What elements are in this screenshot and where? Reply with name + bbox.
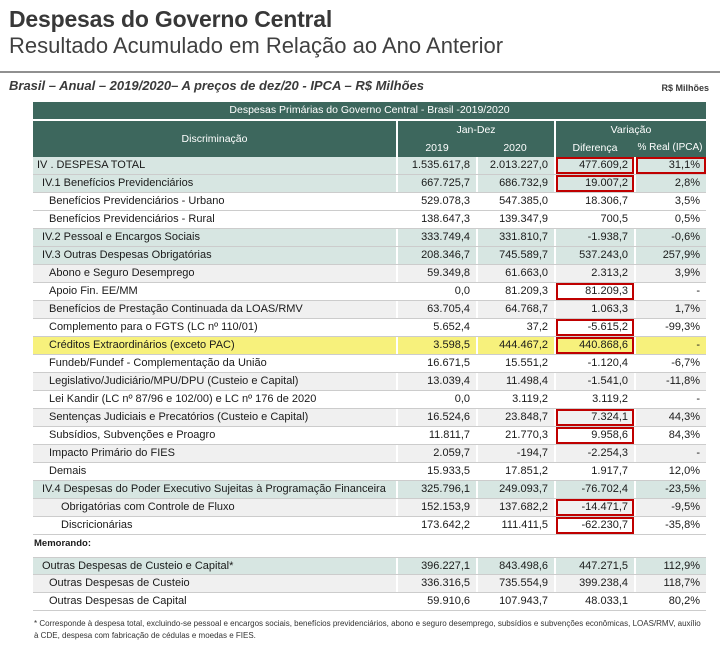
value-pct-real: 112,9% bbox=[634, 558, 706, 574]
value-pct-real: 2,8% bbox=[634, 175, 706, 192]
column-header-2019: 2019 bbox=[396, 139, 476, 157]
value-pct-real: -11,8% bbox=[634, 373, 706, 390]
value-difference: -76.702,4 bbox=[554, 481, 634, 498]
value-2019: 325.796,1 bbox=[396, 481, 476, 498]
table-row bbox=[33, 319, 706, 337]
row-label: Outras Despesas de Custeio bbox=[49, 577, 190, 590]
value-2020: 17.851,2 bbox=[476, 463, 554, 480]
value-2019: 333.749,4 bbox=[396, 229, 476, 246]
value-pct-real: 84,3% bbox=[634, 427, 706, 444]
table-row bbox=[33, 391, 706, 409]
value-pct-real: 3,5% bbox=[634, 193, 706, 210]
table-row bbox=[33, 593, 706, 611]
table-row bbox=[33, 445, 706, 463]
value-2019: 138.647,3 bbox=[396, 211, 476, 228]
value-difference: 700,5 bbox=[554, 211, 634, 228]
value-2019: 208.346,7 bbox=[396, 247, 476, 264]
value-2019: 0,0 bbox=[396, 283, 476, 300]
row-label: Impacto Primário do FIES bbox=[49, 447, 175, 460]
value-2020: 139.347,9 bbox=[476, 211, 554, 228]
column-header-difference: Diferença bbox=[554, 139, 634, 157]
value-pct-real: 3,9% bbox=[634, 265, 706, 282]
table-row bbox=[33, 575, 706, 593]
value-2019: 59.910,6 bbox=[396, 593, 476, 610]
memo-section-label: Memorando: bbox=[34, 537, 91, 549]
value-2020: 249.093,7 bbox=[476, 481, 554, 498]
value-2019: 59.349,8 bbox=[396, 265, 476, 282]
value-difference: 7.324,1 bbox=[554, 409, 634, 426]
value-pct-real: 1,7% bbox=[634, 301, 706, 318]
value-2020: 37,2 bbox=[476, 319, 554, 336]
page-subtitle: Resultado Acumulado em Relação ao Ano Anterior bbox=[9, 33, 504, 59]
row-label: Benefícios Previdenciários - Rural bbox=[49, 213, 215, 226]
value-difference: 399.238,4 bbox=[554, 575, 634, 592]
column-header-2020: 2020 bbox=[503, 141, 527, 154]
table-row bbox=[33, 283, 706, 301]
value-pct-real: - bbox=[634, 445, 706, 462]
value-2019: 336.316,5 bbox=[396, 575, 476, 592]
value-2020: 61.663,0 bbox=[476, 265, 554, 282]
row-label: Outras Despesas de Custeio e Capital* bbox=[42, 559, 234, 572]
value-2019: 63.705,4 bbox=[396, 301, 476, 318]
value-2020: 735.554,9 bbox=[476, 575, 554, 592]
value-pct-real: -99,3% bbox=[634, 319, 706, 336]
value-2019: 667.725,7 bbox=[396, 175, 476, 192]
value-2019: 2.059,7 bbox=[396, 445, 476, 462]
value-pct-real: - bbox=[634, 391, 706, 408]
row-label: Apoio Fin. EE/MM bbox=[49, 285, 138, 298]
value-pct-real: 80,2% bbox=[634, 593, 706, 610]
value-pct-real: 118,7% bbox=[634, 575, 706, 592]
row-label: Benefícios Previdenciários - Urbano bbox=[49, 195, 225, 208]
row-label: Benefícios de Prestação Continuada da LOAS/RMV bbox=[49, 303, 303, 316]
row-label: Sentenças Judiciais e Precatórios (Custeio e Capital) bbox=[49, 411, 309, 424]
value-difference: -62.230,7 bbox=[554, 517, 634, 534]
table-row bbox=[33, 517, 706, 535]
column-group-jan-dez: Jan-Dez bbox=[396, 121, 554, 139]
row-label: IV.3 Outras Despesas Obrigatórias bbox=[42, 249, 212, 262]
value-difference: -1.938,7 bbox=[554, 229, 634, 246]
row-label: Subsídios, Subvenções e Proagro bbox=[49, 429, 216, 442]
value-2019: 3.598,5 bbox=[396, 337, 476, 354]
column-group-variation: Variação bbox=[554, 121, 706, 139]
value-pct-real: 257,9% bbox=[634, 247, 706, 264]
value-2020: 331.810,7 bbox=[476, 229, 554, 246]
value-2020: 843.498,6 bbox=[476, 558, 554, 574]
column-header-discrimination: Discriminação bbox=[181, 132, 248, 145]
value-pct-real: -23,5% bbox=[634, 481, 706, 498]
value-2020: 15.551,2 bbox=[476, 355, 554, 372]
table-row bbox=[33, 301, 706, 319]
value-2020: 11.498,4 bbox=[476, 373, 554, 390]
value-pct-real: -6,7% bbox=[634, 355, 706, 372]
row-label: Outras Despesas de Capital bbox=[49, 595, 187, 608]
value-2020: 3.119,2 bbox=[476, 391, 554, 408]
value-difference: 1.063,3 bbox=[554, 301, 634, 318]
value-2020: 686.732,9 bbox=[476, 175, 554, 192]
value-2020: 2.013.227,0 bbox=[476, 157, 554, 174]
memo-table-body bbox=[33, 557, 706, 611]
value-difference: 48.033,1 bbox=[554, 593, 634, 610]
table-row bbox=[33, 193, 706, 211]
value-difference: -1.120,4 bbox=[554, 355, 634, 372]
table-title-bar: Despesas Primárias do Governo Central - Brasil -2019/2020 bbox=[33, 102, 706, 121]
page-title: Despesas do Governo Central bbox=[9, 6, 333, 32]
table-row bbox=[33, 373, 706, 391]
row-label: IV.4 Despesas do Poder Executivo Sujeitas à Programação Financeira bbox=[42, 483, 386, 496]
table-row bbox=[33, 337, 706, 355]
row-label: IV.1 Benefícios Previdenciários bbox=[42, 177, 194, 190]
value-2019: 16.671,5 bbox=[396, 355, 476, 372]
table-row bbox=[33, 481, 706, 499]
value-pct-real: 31,1% bbox=[634, 157, 706, 174]
row-label: Fundeb/Fundef - Complementação da União bbox=[49, 357, 267, 370]
table-row bbox=[33, 463, 706, 481]
value-2019: 15.933,5 bbox=[396, 463, 476, 480]
value-2020: 745.589,7 bbox=[476, 247, 554, 264]
value-difference: -14.471,7 bbox=[554, 499, 634, 516]
value-2020: 23.848,7 bbox=[476, 409, 554, 426]
value-2020: 107.943,7 bbox=[476, 593, 554, 610]
value-pct-real: 12,0% bbox=[634, 463, 706, 480]
table-row bbox=[33, 157, 706, 175]
table-row bbox=[33, 355, 706, 373]
table-caption: Brasil – Anual – 2019/2020– A preços de dez/20 - IPCA – R$ Milhões bbox=[9, 77, 424, 93]
value-difference: 440.868,6 bbox=[554, 337, 634, 354]
row-label: Demais bbox=[49, 465, 87, 478]
value-difference: 19.007,2 bbox=[554, 175, 634, 192]
value-pct-real: -0,6% bbox=[634, 229, 706, 246]
unit-label: R$ Milhões bbox=[661, 82, 709, 93]
row-label: Lei Kandir (LC nº 87/96 e 102/00) e LC nº 176 de 2020 bbox=[49, 393, 317, 406]
table-row bbox=[33, 409, 706, 427]
value-2019: 11.811,7 bbox=[396, 427, 476, 444]
value-2020: -194,7 bbox=[476, 445, 554, 462]
table-header bbox=[33, 121, 706, 157]
value-difference: 3.119,2 bbox=[554, 391, 634, 408]
value-2020: 137.682,2 bbox=[476, 499, 554, 516]
value-2019: 13.039,4 bbox=[396, 373, 476, 390]
value-2019: 5.652,4 bbox=[396, 319, 476, 336]
value-difference: 81.209,3 bbox=[554, 283, 634, 300]
value-pct-real: -9,5% bbox=[634, 499, 706, 516]
value-difference: 477.609,2 bbox=[554, 157, 634, 174]
column-header-pct-real: % Real (IPCA) bbox=[637, 142, 703, 154]
value-2019: 1.535.617,8 bbox=[396, 157, 476, 174]
value-2019: 529.078,3 bbox=[396, 193, 476, 210]
value-2019: 173.642,2 bbox=[396, 517, 476, 534]
value-2020: 444.467,2 bbox=[476, 337, 554, 354]
value-2020: 21.770,3 bbox=[476, 427, 554, 444]
header-divider bbox=[0, 71, 720, 73]
value-difference: -2.254,3 bbox=[554, 445, 634, 462]
table-row bbox=[33, 247, 706, 265]
table-row bbox=[33, 175, 706, 193]
value-difference: 537.243,0 bbox=[554, 247, 634, 264]
value-2020: 547.385,0 bbox=[476, 193, 554, 210]
row-label: IV.2 Pessoal e Encargos Sociais bbox=[42, 231, 200, 244]
value-2019: 0,0 bbox=[396, 391, 476, 408]
row-label: Complemento para o FGTS (LC nº 110/01) bbox=[49, 321, 258, 334]
row-label: Abono e Seguro Desemprego bbox=[49, 267, 195, 280]
footnote: * Corresponde à despesa total, excluindo-se pessoal e encargos sociais, benefícios previdenciários, abono e seguro desemprego, subsídios e subvenções econômicas, LOAS/RMV, auxílio à CDE, despesa com fabricação de cédulas e moedas e FIES. bbox=[34, 618, 701, 641]
table-row bbox=[33, 265, 706, 283]
value-2019: 152.153,9 bbox=[396, 499, 476, 516]
table-row bbox=[33, 229, 706, 247]
table-body bbox=[33, 157, 706, 535]
row-label: Discricionárias bbox=[61, 519, 133, 532]
value-pct-real: 0,5% bbox=[634, 211, 706, 228]
table-row bbox=[33, 499, 706, 517]
value-difference: 447.271,5 bbox=[554, 558, 634, 574]
value-difference: -5.615,2 bbox=[554, 319, 634, 336]
value-2020: 81.209,3 bbox=[476, 283, 554, 300]
table-row bbox=[33, 427, 706, 445]
row-label: IV . DESPESA TOTAL bbox=[37, 159, 146, 172]
value-difference: 1.917,7 bbox=[554, 463, 634, 480]
value-pct-real: - bbox=[634, 283, 706, 300]
value-difference: 2.313,2 bbox=[554, 265, 634, 282]
table-row bbox=[33, 557, 706, 575]
value-pct-real: - bbox=[634, 337, 706, 354]
row-label: Legislativo/Judiciário/MPU/DPU (Custeio e Capital) bbox=[49, 375, 299, 388]
table-row bbox=[33, 211, 706, 229]
value-pct-real: 44,3% bbox=[634, 409, 706, 426]
value-difference: -1.541,0 bbox=[554, 373, 634, 390]
row-label: Créditos Extraordinários (exceto PAC) bbox=[49, 339, 235, 352]
value-pct-real: -35,8% bbox=[634, 517, 706, 534]
value-2020: 64.768,7 bbox=[476, 301, 554, 318]
value-difference: 18.306,7 bbox=[554, 193, 634, 210]
row-label: Obrigatórias com Controle de Fluxo bbox=[61, 501, 235, 514]
value-2019: 396.227,1 bbox=[396, 558, 476, 574]
value-difference: 9.958,6 bbox=[554, 427, 634, 444]
value-2020: 111.411,5 bbox=[476, 517, 554, 534]
caption-row bbox=[9, 78, 711, 93]
value-2019: 16.524,6 bbox=[396, 409, 476, 426]
expenses-table bbox=[33, 102, 706, 611]
